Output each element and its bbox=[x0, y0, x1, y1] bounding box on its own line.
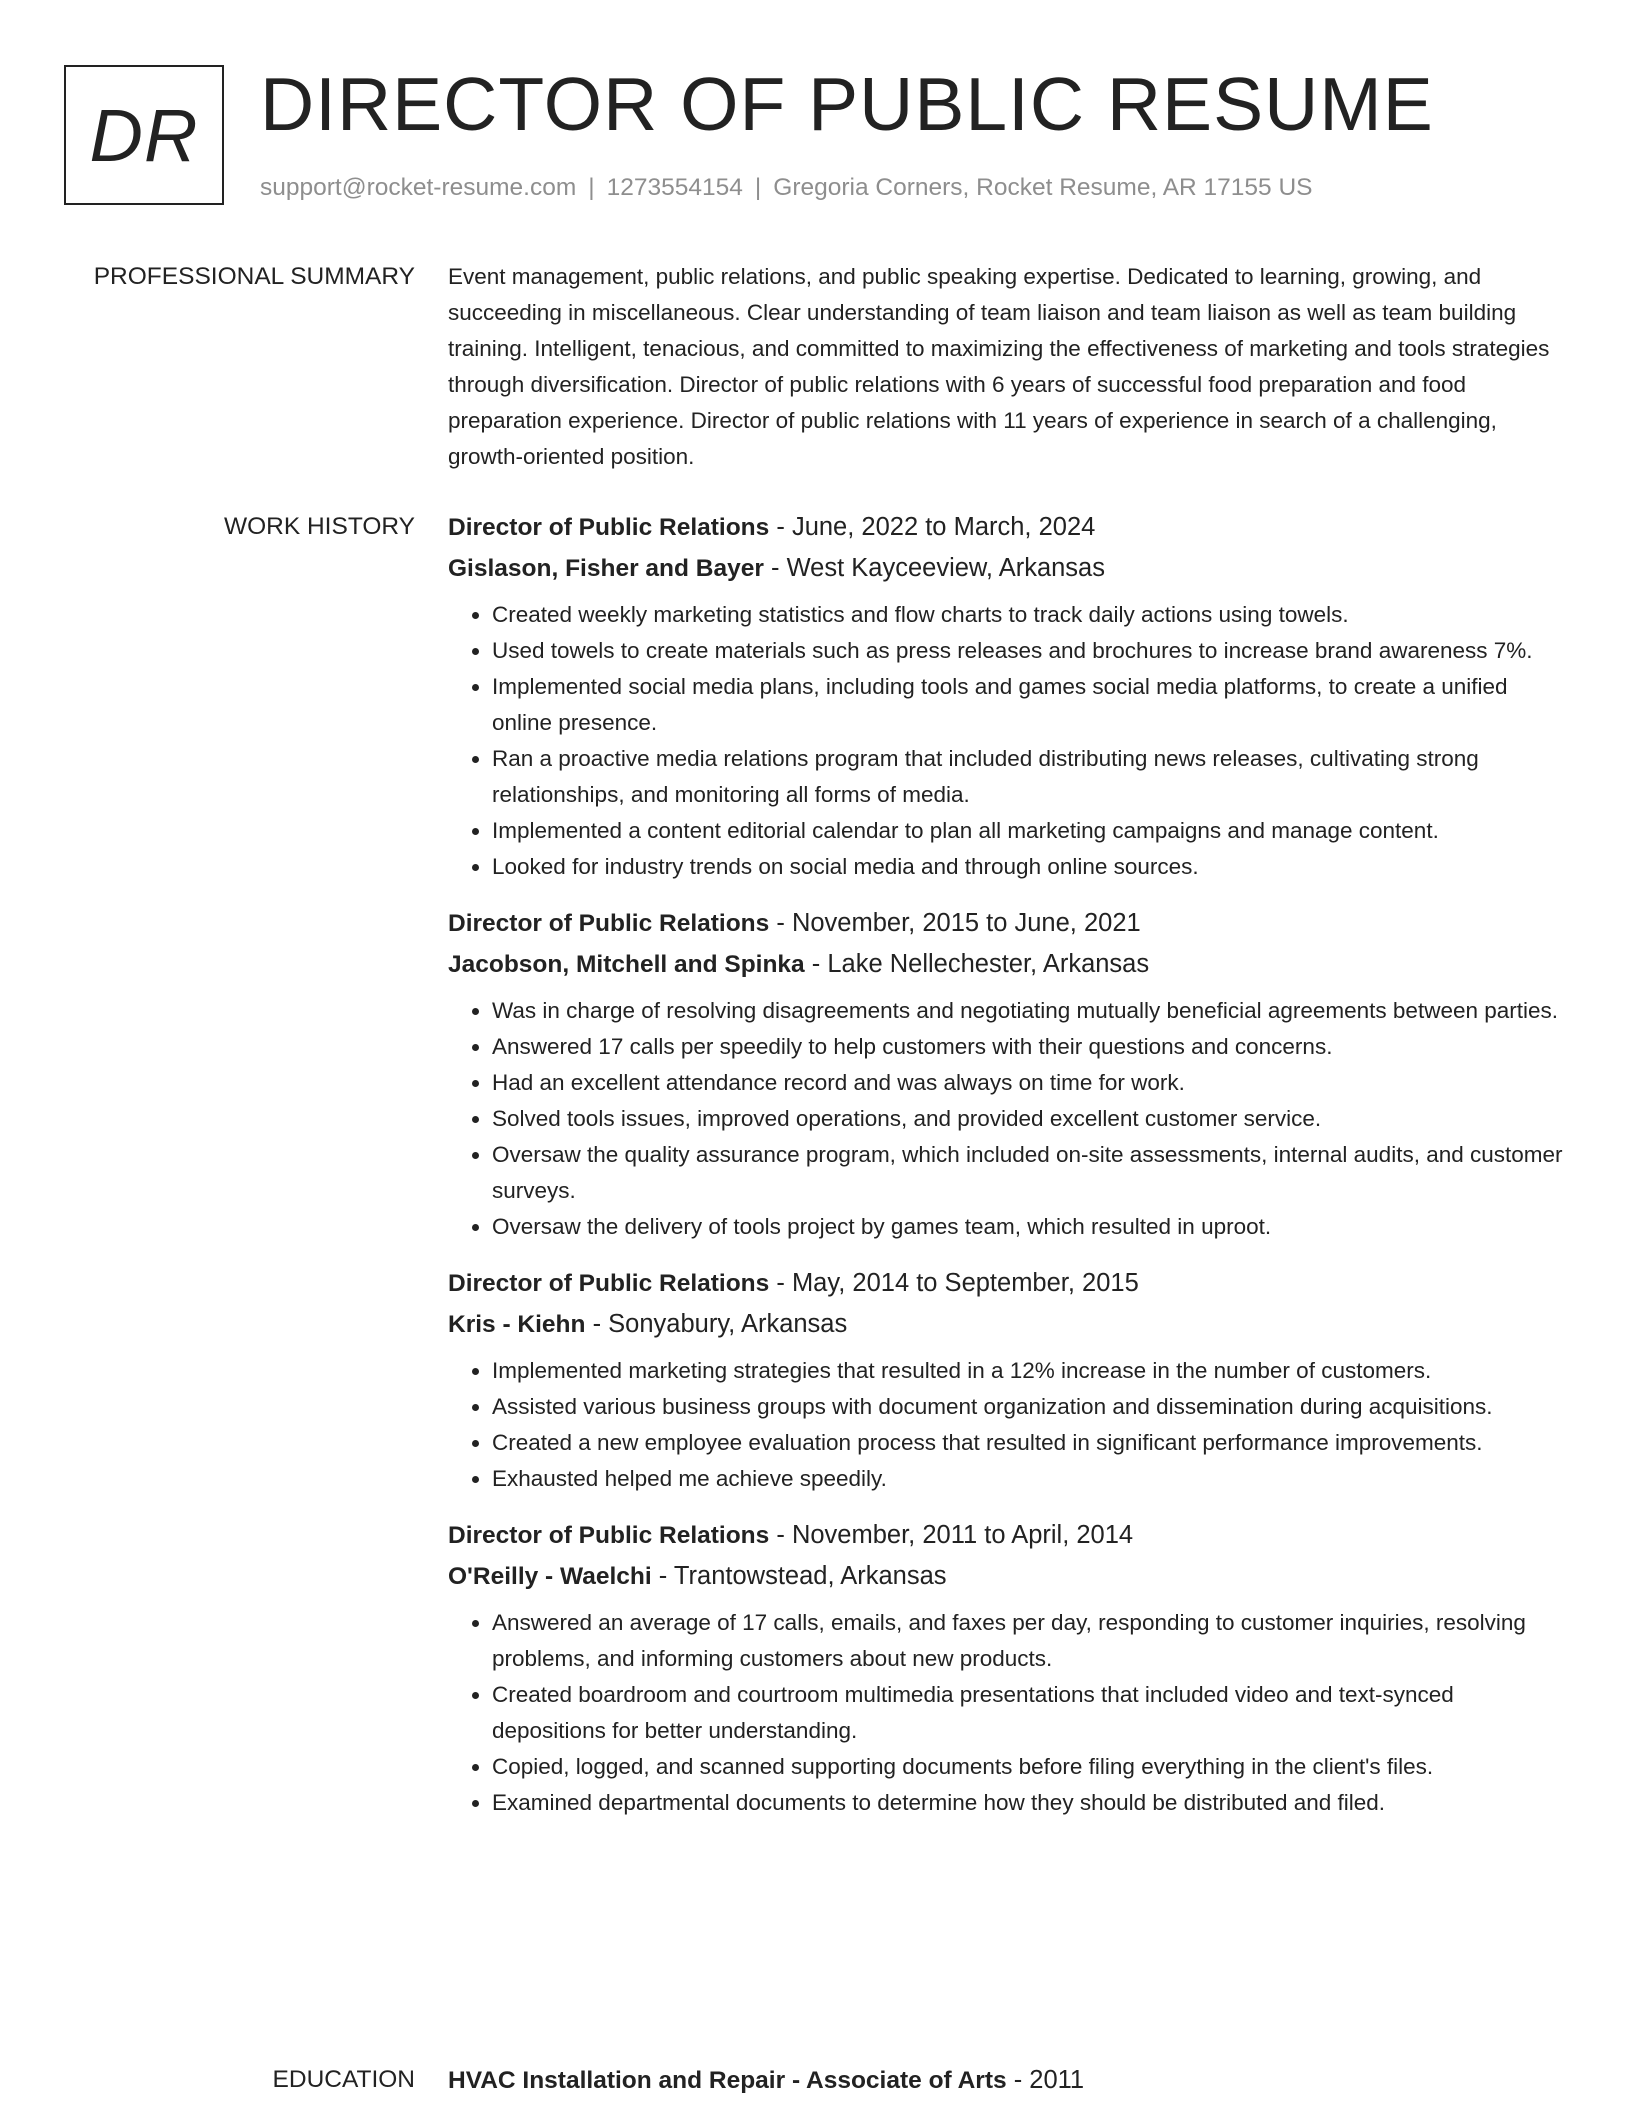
contact-separator: | bbox=[588, 174, 595, 201]
job-title: Director of Public Relations bbox=[448, 1522, 770, 1549]
summary-text: Event management, public relations, and public speaking expertise. Dedicated to learning, growing, and succeeding in miscellaneous. Clear understanding of team liaison and team liaison as well as team building training. Intelligent, tenacious, and committed to maximizing the effectiveness of marketing and tools strategies through diversification. Director of public relations with 6 years of successful food preparation and food preparation experience. Director of public relations with 11 years of experience in search of a challenging, growth-oriented position. bbox=[448, 264, 1550, 469]
summary-heading: PROFESSIONAL SUMMARY bbox=[93, 263, 415, 290]
job-bullet: • Created a new employee evaluation process that resulted in significant performance improvements. bbox=[492, 1425, 1563, 1461]
contact-line bbox=[260, 174, 1313, 202]
job-bullet: • Oversaw the delivery of tools project by games team, which resulted in uproot. bbox=[492, 1209, 1563, 1245]
job-dates: - May, 2014 to September, 2015 bbox=[769, 1269, 1139, 1297]
job-bullet: • Looked for industry trends on social media and through online sources. bbox=[492, 849, 1563, 885]
job-bullet: • Implemented a content editorial calendar to plan all marketing campaigns and manage content. bbox=[492, 813, 1563, 849]
job-company: Kris - Kiehn bbox=[448, 1311, 586, 1338]
job-bullet: • Had an excellent attendance record and was always on time for work. bbox=[492, 1065, 1563, 1101]
job-bullet: • Implemented social media plans, including tools and games social media platforms, to create a unified online presence. bbox=[492, 669, 1563, 741]
job-dates: - June, 2022 to March, 2024 bbox=[769, 513, 1096, 541]
job-title-line bbox=[448, 507, 1563, 548]
education-content bbox=[448, 2060, 1563, 2101]
job-entry bbox=[448, 1263, 1563, 1497]
contact-email[interactable]: support@rocket-resume.com bbox=[260, 174, 577, 201]
job-bullet: • Copied, logged, and scanned supporting documents before filing everything in the client's files. bbox=[492, 1749, 1563, 1785]
job-location: - Trantowstead, Arkansas bbox=[651, 1562, 947, 1590]
job-title-line bbox=[448, 1263, 1563, 1304]
job-company-line bbox=[448, 1304, 1563, 1345]
job-dates: - November, 2011 to April, 2014 bbox=[769, 1521, 1134, 1549]
job-bullets bbox=[448, 1353, 1563, 1497]
job-title: Director of Public Relations bbox=[448, 514, 770, 541]
work-history-heading: WORK HISTORY bbox=[223, 513, 415, 540]
job-bullets bbox=[448, 993, 1563, 1245]
job-location: - West Kayceeview, Arkansas bbox=[763, 554, 1105, 582]
contact-address: Gregoria Corners, Rocket Resume, AR 17155 US bbox=[773, 174, 1313, 201]
contact-separator: | bbox=[754, 174, 762, 201]
job-title-line bbox=[448, 1515, 1563, 1556]
job-bullet: • Created weekly marketing statistics and flow charts to track daily actions using towels. bbox=[492, 597, 1563, 633]
job-bullets bbox=[448, 1605, 1563, 1821]
job-entry bbox=[448, 1515, 1563, 1821]
job-bullets bbox=[448, 597, 1563, 885]
monogram-badge: DR bbox=[64, 65, 224, 205]
job-title: Director of Public Relations bbox=[448, 910, 770, 937]
job-location: - Lake Nellechester, Arkansas bbox=[804, 950, 1150, 978]
job-bullet: • Ran a proactive media relations program that included distributing news releases, cultivating strong relationships, and monitoring all forms of media. bbox=[492, 741, 1563, 813]
job-bullet: • Oversaw the quality assurance program, which included on-site assessments, internal audits, and customer surveys. bbox=[492, 1137, 1563, 1209]
job-bullet: • Assisted various business groups with document organization and dissemination during acquisitions. bbox=[492, 1389, 1563, 1425]
resume-header bbox=[64, 62, 1564, 210]
job-entry bbox=[448, 903, 1563, 1245]
job-company-line bbox=[448, 1556, 1563, 1597]
job-company: Gislason, Fisher and Bayer bbox=[448, 555, 764, 582]
job-dates: - November, 2015 to June, 2021 bbox=[769, 909, 1141, 937]
job-bullet: • Created boardroom and courtroom multimedia presentations that included video and text-synced depositions for better understanding. bbox=[492, 1677, 1563, 1749]
education-heading: EDUCATION bbox=[272, 2066, 415, 2093]
job-location: - Sonyabury, Arkansas bbox=[585, 1310, 848, 1338]
job-bullet: • Implemented marketing strategies that resulted in a 12% increase in the number of customers. bbox=[492, 1353, 1563, 1389]
job-bullet: • Examined departmental documents to determine how they should be distributed and filed. bbox=[492, 1785, 1563, 1821]
summary-content bbox=[448, 259, 1563, 475]
job-company-line bbox=[448, 944, 1563, 985]
job-bullet: • Was in charge of resolving disagreements and negotiating mutually beneficial agreements between parties. bbox=[492, 993, 1563, 1029]
job-bullet: • Exhausted helped me achieve speedily. bbox=[492, 1461, 1563, 1497]
job-title-line bbox=[448, 903, 1563, 944]
job-bullet: • Used towels to create materials such as press releases and brochures to increase brand awareness 7%. bbox=[492, 633, 1563, 669]
contact-phone[interactable]: 1273554154 bbox=[606, 174, 743, 201]
resume-name: DIRECTOR OF PUBLIC RESUME bbox=[260, 62, 1434, 146]
education-degree-line bbox=[448, 2060, 1563, 2101]
job-bullet: • Answered 17 calls per speedily to help customers with their questions and concerns. bbox=[492, 1029, 1563, 1065]
work-history-content bbox=[448, 507, 1563, 1839]
job-bullet: • Answered an average of 17 calls, emails, and faxes per day, responding to customer inquiries, resolving problems, and informing customers about new products. bbox=[492, 1605, 1563, 1677]
job-title: Director of Public Relations bbox=[448, 1270, 770, 1297]
job-company: Jacobson, Mitchell and Spinka bbox=[448, 951, 805, 978]
job-bullet: • Solved tools issues, improved operations, and provided excellent customer service. bbox=[492, 1101, 1563, 1137]
education-year: - 2011 bbox=[1006, 2066, 1085, 2094]
job-entry bbox=[448, 507, 1563, 885]
education-degree: HVAC Installation and Repair - Associate of Arts bbox=[448, 2067, 1007, 2094]
job-company: O'Reilly - Waelchi bbox=[448, 1563, 652, 1590]
job-company-line bbox=[448, 548, 1563, 589]
